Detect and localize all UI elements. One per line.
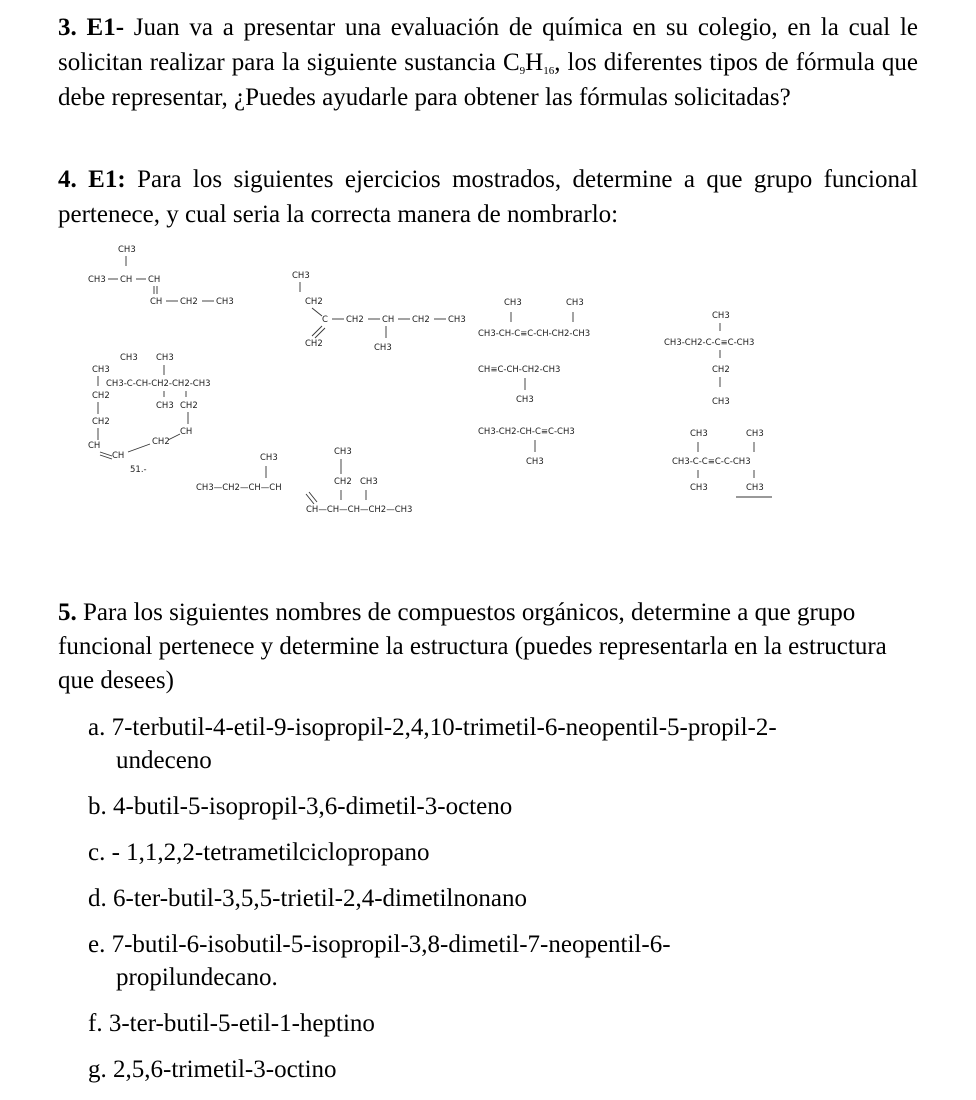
question-3-text-before: Juan va a presentar una evaluación de química en su colegio, en la cual le solicitan realizar para la siguiente sustancia C	[58, 14, 919, 76]
question-3-lead: E1-	[86, 14, 125, 41]
item-continuation: propilundecano.	[116, 964, 278, 991]
atom-label: CH3	[156, 353, 174, 363]
atom-label: CH3	[260, 453, 278, 463]
atom-label: CH3	[374, 343, 392, 353]
item-letter: g.	[88, 1056, 107, 1083]
list-item-d	[88, 882, 908, 915]
atom-label: CH2	[180, 297, 198, 307]
item-letter: a.	[88, 714, 106, 741]
structure-2	[292, 271, 466, 353]
item-letter: d.	[88, 885, 107, 912]
list-item-b	[88, 790, 908, 823]
item-text: - 1,1,2,2-tetrametilciclopropano	[111, 839, 430, 866]
item-letter: b.	[88, 793, 107, 820]
structure-5	[88, 353, 211, 475]
list-item-f	[88, 1007, 908, 1040]
question-3-number: 3.	[58, 14, 77, 41]
structure-7	[478, 365, 560, 405]
atom-label: CH3	[156, 401, 174, 411]
atom-label: CH3	[360, 477, 378, 487]
formula-sub-16: 16	[543, 65, 555, 77]
list-item-a	[88, 711, 908, 777]
structure-6	[196, 447, 412, 515]
structure-3	[478, 298, 590, 339]
atom-label: CH2	[305, 339, 323, 349]
item-letter: f.	[88, 1010, 103, 1037]
atom-label: CH3	[118, 245, 136, 255]
atom-label: CH3	[690, 483, 708, 493]
list-item-c	[88, 836, 908, 869]
atom-label: CH2	[92, 417, 110, 427]
atom-label: CH2	[305, 297, 323, 307]
question-5-items	[88, 711, 908, 1099]
structure-8	[478, 427, 575, 467]
atom-label: CH3	[516, 395, 534, 405]
atom-label: CH3-CH-C≡C-CH-CH2-CH3	[478, 329, 591, 339]
item-text: 6-ter-butil-3,5,5-trietil-2,4-dimetilnonano	[113, 885, 527, 912]
item-text: 2,5,6-trimetil-3-octino	[113, 1056, 337, 1083]
atom-label: CH3	[712, 311, 730, 321]
structure-9	[672, 429, 772, 497]
structure-label-51: 51.-	[130, 465, 147, 475]
atom-label: CH	[150, 297, 163, 307]
atom-label: CH3-C-CH-CH2-CH2-CH3	[106, 379, 211, 389]
question-4-number: 4.	[58, 166, 77, 193]
item-text: 3-ter-butil-5-etil-1-heptino	[108, 1010, 375, 1037]
question-5-text: Para los siguientes nombres de compuestos orgánicos, determine a que grupo funcional pertenece y determine la estructura (puedes representarla en la estructura que desees)	[58, 599, 887, 694]
atom-label: CH3	[746, 429, 764, 439]
item-letter: e.	[88, 931, 106, 958]
question-5	[58, 596, 918, 698]
atom-label: CH3—CH2—CH—CH	[196, 483, 282, 493]
atom-label: CH3	[690, 429, 708, 439]
item-text: 4-butil-5-isopropil-3,6-dimetil-3-octeno	[113, 793, 513, 820]
atom-label: CH	[88, 441, 101, 451]
atom-label: CH3	[92, 365, 110, 375]
atom-label: CH2	[180, 401, 198, 411]
atom-label: CH2	[346, 315, 364, 325]
item-text: 7-butil-6-isobutil-5-isopropil-3,8-dimetil-7-neopentil-6-	[111, 931, 671, 958]
atom-label: CH3	[712, 397, 730, 407]
structure-1	[88, 245, 234, 307]
atom-label: C	[322, 315, 328, 325]
atom-label: CH3	[526, 457, 544, 467]
item-letter: c.	[88, 839, 106, 866]
question-4-text: Para los siguientes ejercicios mostrados, determine a que grupo funcional pertenece, y cual seria la correcta manera de nombrarlo:	[58, 166, 919, 228]
atom-label: CH2	[334, 477, 352, 487]
atom-label: CH	[120, 275, 133, 285]
atom-label: CH—CH—CH—CH2—CH3	[306, 505, 413, 515]
atom-label: CH	[382, 315, 395, 325]
atom-label: CH3	[566, 298, 584, 308]
list-item-e	[88, 928, 908, 994]
formula-h: H	[525, 49, 544, 76]
list-item-g	[88, 1053, 908, 1086]
atom-label: CH	[180, 427, 193, 437]
atom-label: CH3	[334, 447, 352, 457]
atom-label: CH3-CH2-CH-C≡C-CH3	[478, 427, 575, 437]
question-3-text-after: , los diferentes tipos de fórmula que debe representar, ¿Puedes ayudarle para obtener las fórmulas solicitadas?	[58, 49, 919, 111]
atom-label: CH3	[216, 297, 234, 307]
atom-label: CH2	[92, 391, 110, 401]
atom-label: CH3-C-C≡C-C-CH3	[672, 457, 751, 467]
atom-label: CH2	[412, 315, 430, 325]
atom-label: CH3	[746, 483, 764, 493]
question-4-lead: E1:	[88, 166, 126, 193]
atom-label: CH	[112, 451, 125, 461]
atom-label: CH3-CH2-C-C≡C-CH3	[664, 338, 755, 348]
atom-label: CH3	[120, 353, 138, 363]
atom-label: CH2	[712, 365, 730, 375]
item-continuation: undeceno	[116, 747, 212, 774]
atom-label: CH≡C-CH-CH2-CH3	[478, 365, 561, 375]
atom-label: CH2	[152, 437, 170, 447]
atom-label: CH	[148, 275, 161, 285]
atom-label: CH3	[292, 271, 310, 281]
atom-label: CH3	[504, 298, 522, 308]
atom-label: CH3	[448, 315, 466, 325]
formula-sub-9: 9	[519, 65, 526, 77]
question-5-number: 5.	[58, 599, 77, 626]
atom-label: CH3	[88, 275, 106, 285]
item-text: 7-terbutil-4-etil-9-isopropil-2,4,10-trimetil-6-neopentil-5-propil-2-	[111, 714, 777, 741]
structure-4	[664, 311, 754, 407]
